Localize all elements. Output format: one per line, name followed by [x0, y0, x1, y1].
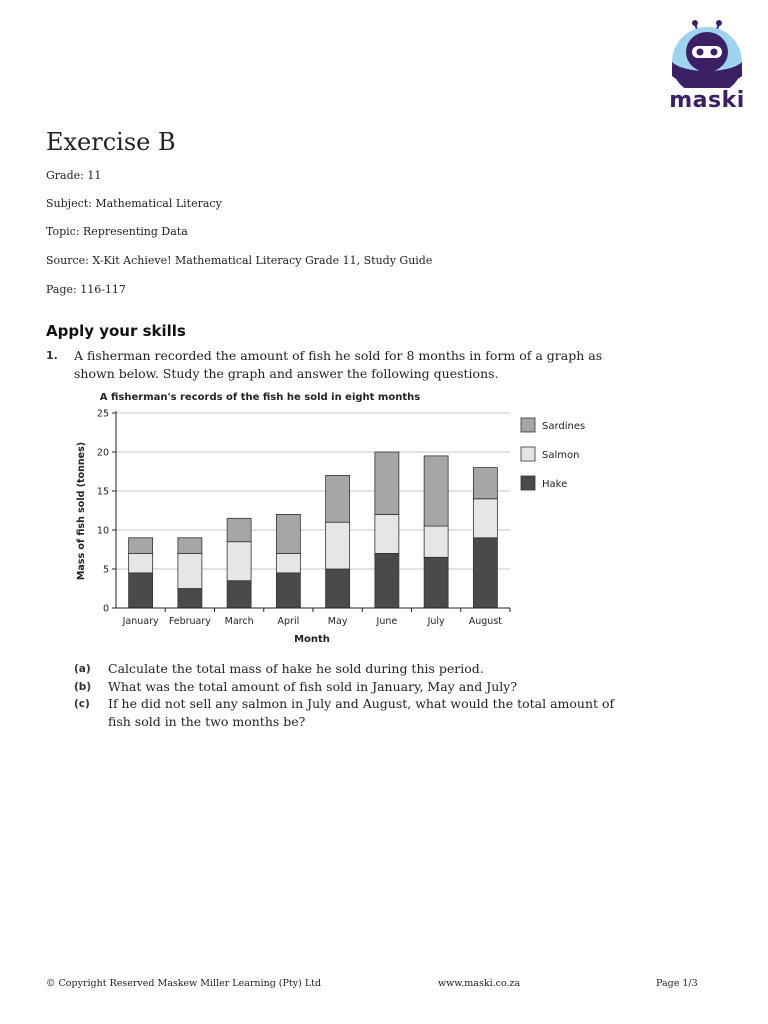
footer-copyright: © Copyright Reserved Maskew Miller Learning (Pty) Ltd	[46, 978, 322, 989]
bar-segment-sardines	[326, 475, 350, 522]
footer-page-indicator: Page 1/3	[656, 978, 698, 989]
bar-segment-sardines	[473, 468, 497, 499]
bar-segment-hake	[375, 553, 399, 608]
y-tick-label: 15	[96, 486, 109, 498]
part-a-label: (a)	[74, 663, 91, 675]
x-tick-label: March	[224, 616, 254, 627]
subject-line: Subject: Mathematical Literacy	[46, 197, 222, 210]
x-tick-label: April	[277, 616, 300, 627]
question-text: A fisherman recorded the amount of fish he sold for 8 months in form of a graph as shown below. Study the graph and answer the following questions.	[74, 348, 603, 381]
bar-segment-sardines	[178, 538, 202, 554]
bar-segment-salmon	[227, 542, 251, 581]
bar-segment-salmon	[424, 526, 448, 557]
bar-segment-sardines	[227, 518, 251, 541]
x-tick-label: July	[427, 616, 445, 627]
bar-segment-salmon	[326, 522, 350, 569]
bar-segment-sardines	[276, 514, 300, 553]
y-tick-label: 0	[102, 603, 109, 615]
source-line: Source: X-Kit Achieve! Mathematical Literacy Grade 11, Study Guide	[46, 254, 433, 267]
topic-line: Topic: Representing Data	[46, 225, 188, 238]
page-line: Page: 116-117	[46, 283, 126, 296]
legend-label: Salmon	[542, 450, 580, 461]
bar-segment-salmon	[375, 514, 399, 553]
chart-title: A fisherman's records of the fish he sold in eight months	[99, 392, 421, 403]
legend-item	[521, 447, 579, 461]
x-tick-label: June	[376, 616, 398, 627]
bar-segment-salmon	[129, 553, 153, 573]
bar-segment-salmon	[276, 553, 300, 573]
y-axis-label: Mass of fish sold (tonnes)	[76, 441, 87, 581]
question-number: 1.	[46, 349, 58, 362]
x-axis-label: Month	[294, 634, 330, 645]
grade-line: Grade: 11	[46, 169, 102, 182]
section-heading: Apply your skills	[46, 322, 186, 340]
bar-segment-salmon	[178, 553, 202, 588]
maski-logo	[668, 18, 746, 118]
y-tick-label: 20	[96, 447, 109, 459]
bar-segment-hake	[276, 573, 300, 608]
bar-segment-hake	[129, 573, 153, 608]
bar-segment-hake	[473, 538, 497, 608]
bar-segment-hake	[178, 589, 202, 609]
bar-segment-hake	[326, 569, 350, 608]
footer-website-link[interactable]: www.maski.co.za	[438, 978, 521, 989]
bar-segment-hake	[227, 581, 251, 608]
x-tick-label: May	[327, 616, 348, 627]
robot-mascot-icon	[668, 18, 746, 88]
part-c-label: (c)	[74, 698, 90, 710]
bar-segment-sardines	[375, 452, 399, 514]
y-tick-label: 25	[96, 408, 109, 420]
legend-item	[521, 476, 567, 490]
bar-segment-salmon	[473, 499, 497, 538]
legend-swatch	[521, 418, 535, 432]
part-c-text: If he did not sell any salmon in July and August, what would the total amount of fish sold in the two months be?	[108, 696, 615, 729]
x-tick-label: February	[168, 616, 211, 627]
part-a-text: Calculate the total mass of hake he sold during this period.	[108, 661, 484, 676]
x-tick-label: August	[468, 616, 502, 627]
x-tick-label: January	[122, 616, 159, 627]
part-b-label: (b)	[74, 681, 92, 693]
legend-swatch	[521, 447, 535, 461]
legend-item	[521, 418, 585, 432]
legend-swatch	[521, 476, 535, 490]
bar-segment-sardines	[424, 456, 448, 526]
bar-segment-sardines	[129, 538, 153, 554]
bar-segment-hake	[424, 557, 448, 608]
stacked-bar-chart	[60, 384, 600, 648]
part-b-text: What was the total amount of fish sold in January, May and July?	[108, 679, 518, 694]
y-tick-label: 10	[96, 525, 109, 537]
y-tick-label: 5	[102, 564, 109, 576]
exercise-title: Exercise B	[46, 128, 176, 156]
brand-name: maski	[669, 88, 745, 113]
legend-label: Hake	[542, 479, 568, 490]
legend-label: Sardines	[542, 421, 586, 432]
